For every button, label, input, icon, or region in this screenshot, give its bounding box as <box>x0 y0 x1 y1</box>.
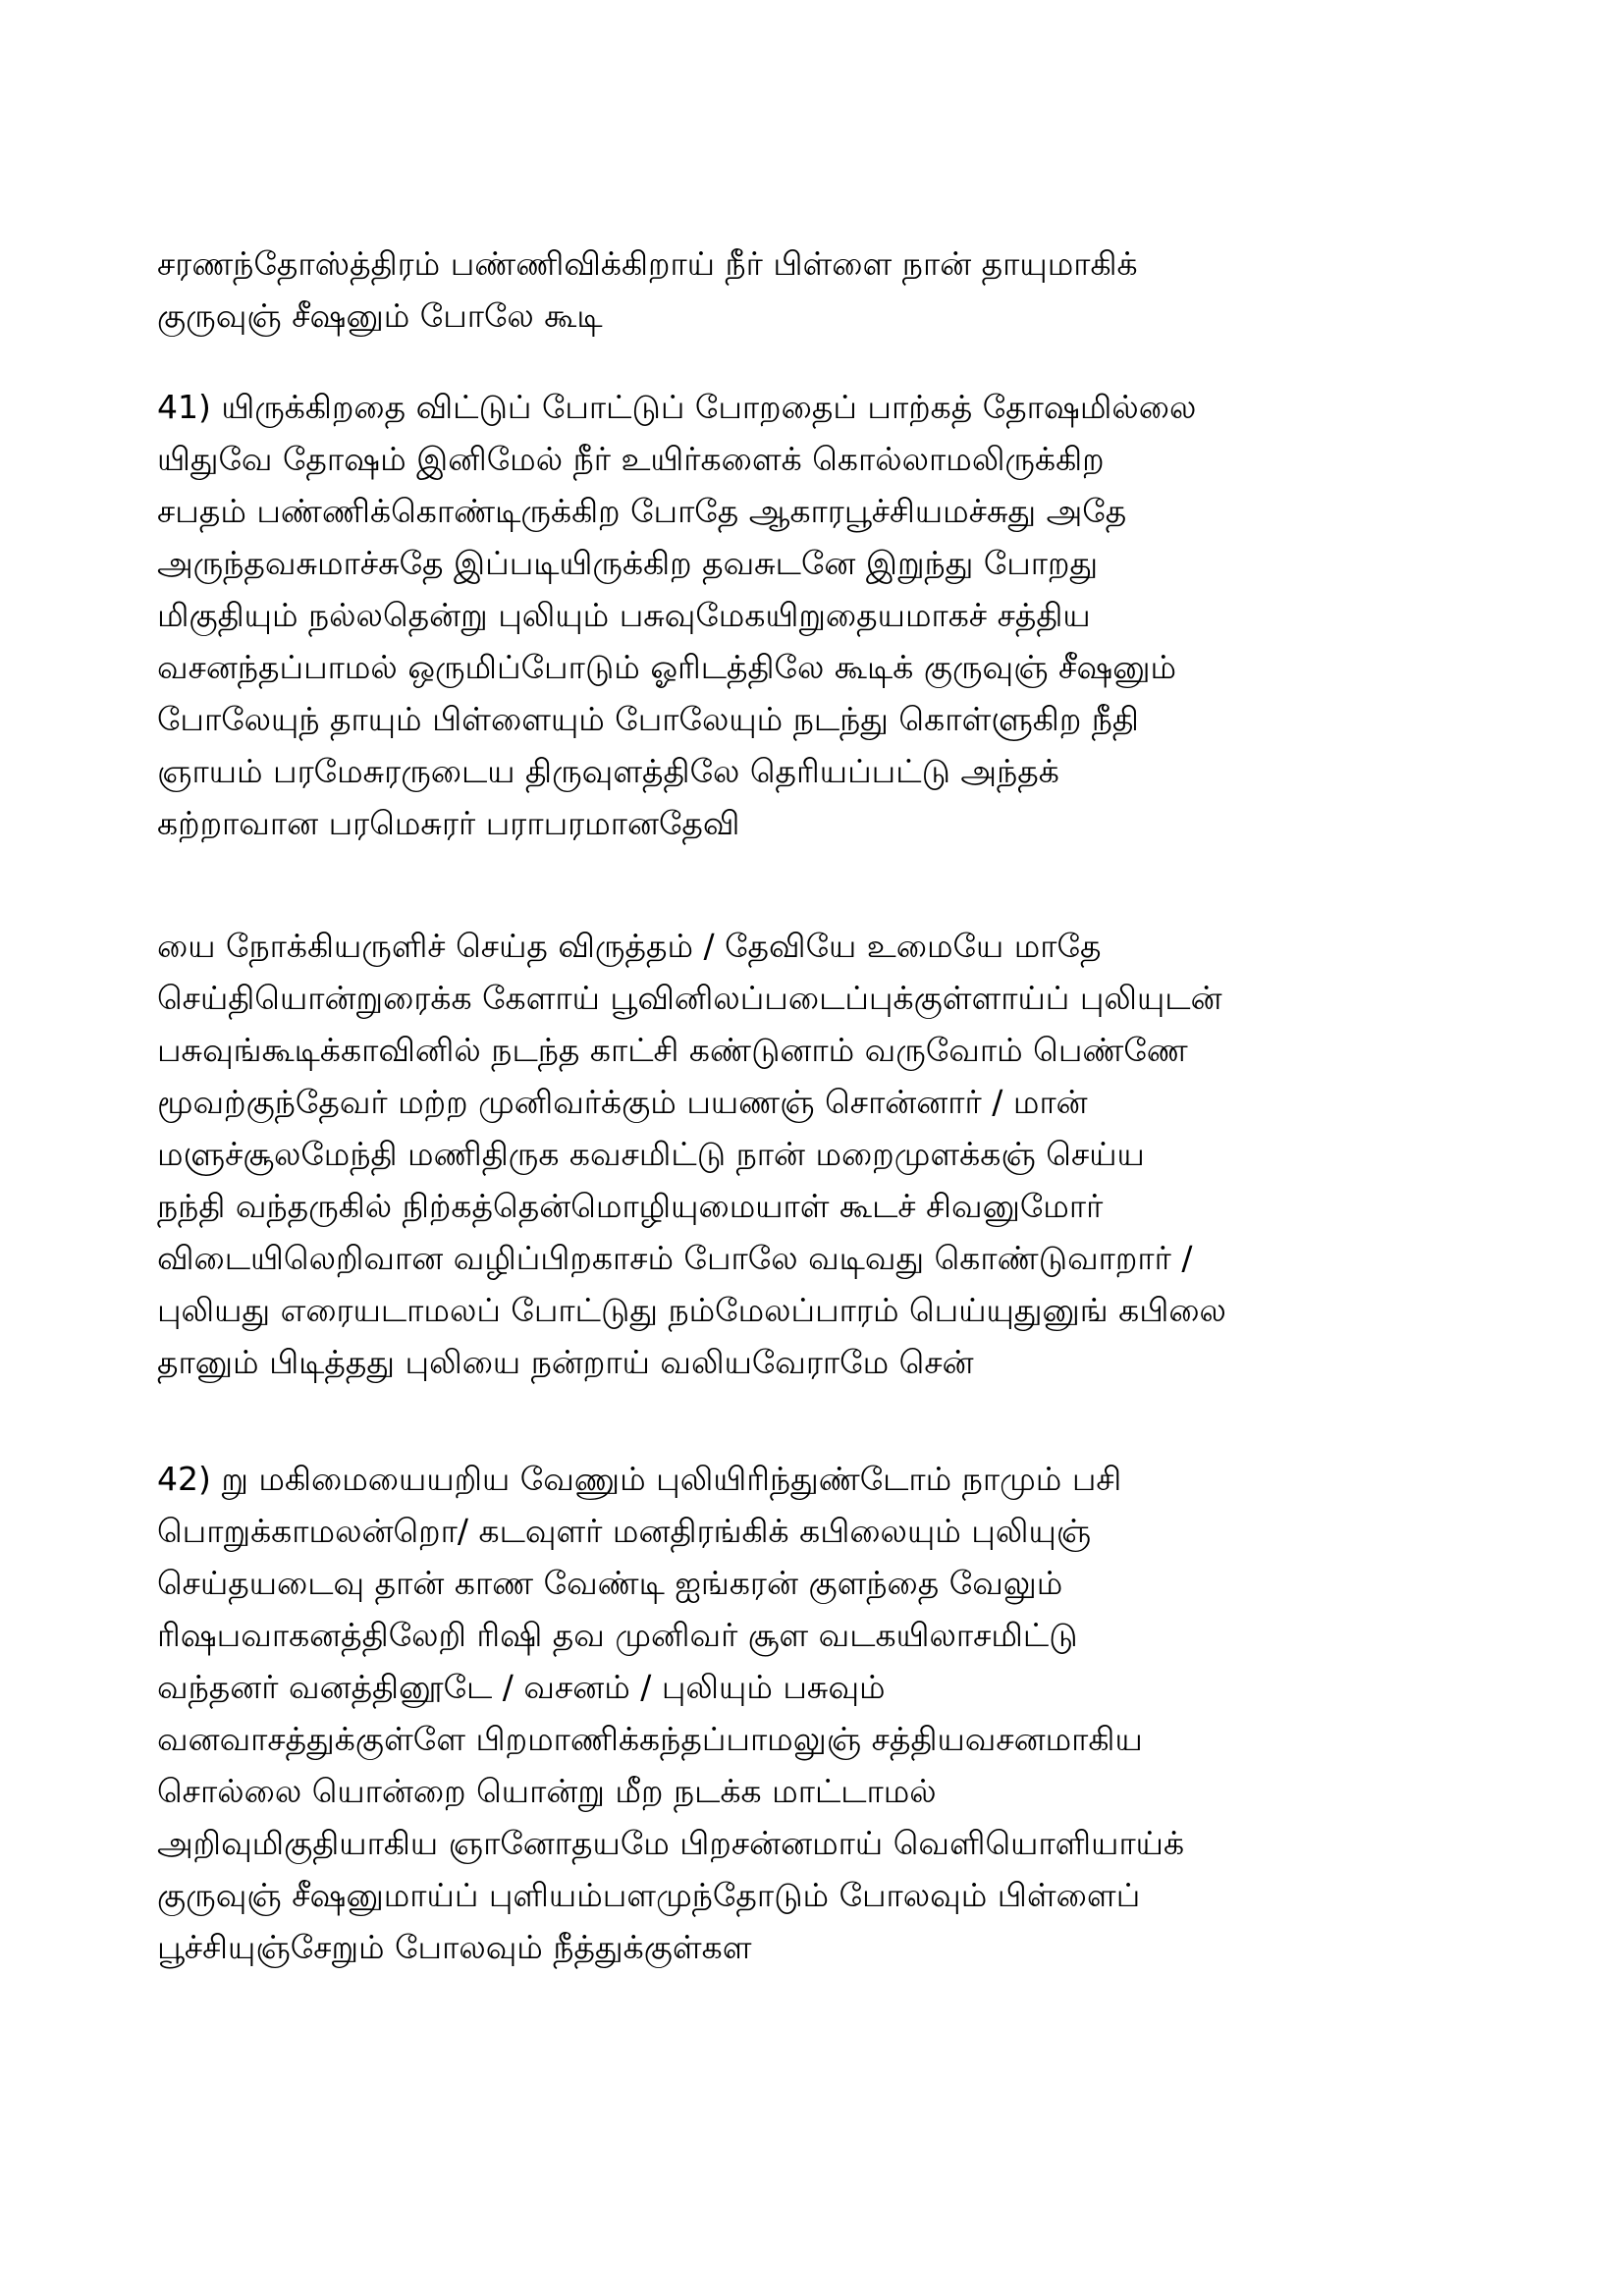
text-line: யிதுவே தோஷம் இனிமேல் நீர் உயிர்களைக் கொல்லாமலிருக்கிற <box>157 440 1105 478</box>
paragraph-1 <box>157 238 1532 342</box>
paragraph-3 <box>157 920 1532 1388</box>
paragraph-4 <box>157 1453 1532 1973</box>
paragraph-2 <box>157 381 1532 849</box>
text-line: பொறுக்காமலன்றொ/ கடவுளர் மனதிரங்கிக் கபிலையும் புலியுஞ் <box>157 1512 1092 1550</box>
text-line: குருவுஞ் சீஷனும் போலே கூடி <box>157 296 603 335</box>
text-line: யை நோக்கியருளிச் செய்த விருத்தம் / தேவியே உமையே மாதே <box>157 927 1102 965</box>
text-line: செய்தயடைவு தான் காண வேண்டி ஐங்கரன் குளந்தை வேலும் <box>157 1564 1063 1602</box>
text-line: விடையிலெறிவான வழிப்பிறகாசம் போலே வடிவது கொண்டுவாறார் / <box>157 1239 1193 1277</box>
text-line: மூவற்குந்தேவர் மற்ற முனிவர்க்கும் பயணஞ் சொன்னார் / மான் <box>157 1083 1088 1121</box>
text-line: வசனந்தப்பாமல் ஒருமிப்போடும் ஓரிடத்திலே கூடிக் குருவுஞ் சீஷனும் <box>157 648 1177 686</box>
text-line: சொல்லை யொன்றை யொன்று மீற நடக்க மாட்டாமல் <box>157 1772 937 1810</box>
text-line: பசுவுங்கூடிக்காவினில் நடந்த காட்சி கண்டுனாம் வருவோம் பெண்ணே <box>157 1031 1188 1069</box>
text-line: ஞாயம் பரமேசுரருடைய திருவுளத்திலே தெரியப்பட்டு அந்தக் <box>157 752 1059 790</box>
text-line: சரணந்தோஸ்த்திரம் பண்ணிவிக்கிறாய் நீர் பிள்ளை நான் தாயுமாகிக் <box>157 244 1138 283</box>
text-line: ரிஷபவாகனத்திலேறி ரிஷி தவ முனிவர் சூள வடகயிலாசமிட்டு <box>157 1616 1078 1654</box>
text-line: 42) று மகிமையையறிய வேணும் புலியிரிந்துண்டோம் நாமும் பசி <box>157 1460 1122 1498</box>
text-line: புலியது எரையடாமலப் போட்டுது நம்மேலப்பாரம் பெய்யுதுனுங் கபிலை <box>157 1291 1226 1329</box>
text-line: சபதம் பண்ணிக்கொண்டிருக்கிற போதே ஆகாரபூச்சியமச்சுது அதே <box>157 492 1127 530</box>
text-line: கற்றாவான பரமெசுரர் பராபரமானதேவி <box>157 804 740 842</box>
text-line: தானும் பிடித்தது புலியை நன்றாய் வலியவேராமே சென் <box>157 1343 974 1381</box>
text-line: வனவாசத்துக்குள்ளே பிறமாணிக்கந்தப்பாமலுஞ் சத்தியவசனமாகிய <box>157 1720 1143 1758</box>
text-line: பூச்சியுஞ்சேறும் போலவும் நீத்துக்குள்கள <box>157 1928 752 1966</box>
text-line: செய்தியொன்றுரைக்க கேளாய் பூவினிலப்படைப்புக்குள்ளாய்ப் புலியுடன் <box>157 979 1222 1017</box>
text-line: குருவுஞ் சீஷனுமாய்ப் புளியம்பளமுந்தோடும் போலவும் பிள்ளைப் <box>157 1876 1141 1914</box>
text-line: அறிவுமிகுதியாகிய ஞானோதயமே பிறசன்னமாய் வெளியொளியாய்க் <box>157 1824 1185 1862</box>
text-line: நந்தி வந்தருகில் நிற்கத்தென்மொழியுமையாள் கூடச் சிவனுமோர் <box>157 1187 1104 1225</box>
text-line: அருந்தவசுமாச்சுதே இப்படியிருக்கிற தவசுடனே இறுந்து போறது <box>157 544 1099 582</box>
text-line: வந்தனர் வனத்தினூடே / வசனம் / புலியும் பசுவும் <box>157 1668 886 1706</box>
text-line: போலேயுந் தாயும் பிள்ளையும் போலேயும் நடந்து கொள்ளுகிற நீதி <box>157 700 1139 738</box>
text-line: மளுச்சூலமேந்தி மணிதிருக கவசமிட்டு நான் மறைமுளக்கஞ் செய்ய <box>157 1135 1145 1173</box>
text-line: 41) யிருக்கிறதை விட்டுப் போட்டுப் போறதைப் பாற்கத் தோஷமில்லை <box>157 388 1197 426</box>
text-line: மிகுதியும் நல்லதென்று புலியும் பசுவுமேகயிறுதையமாகச் சத்திய <box>157 596 1091 634</box>
